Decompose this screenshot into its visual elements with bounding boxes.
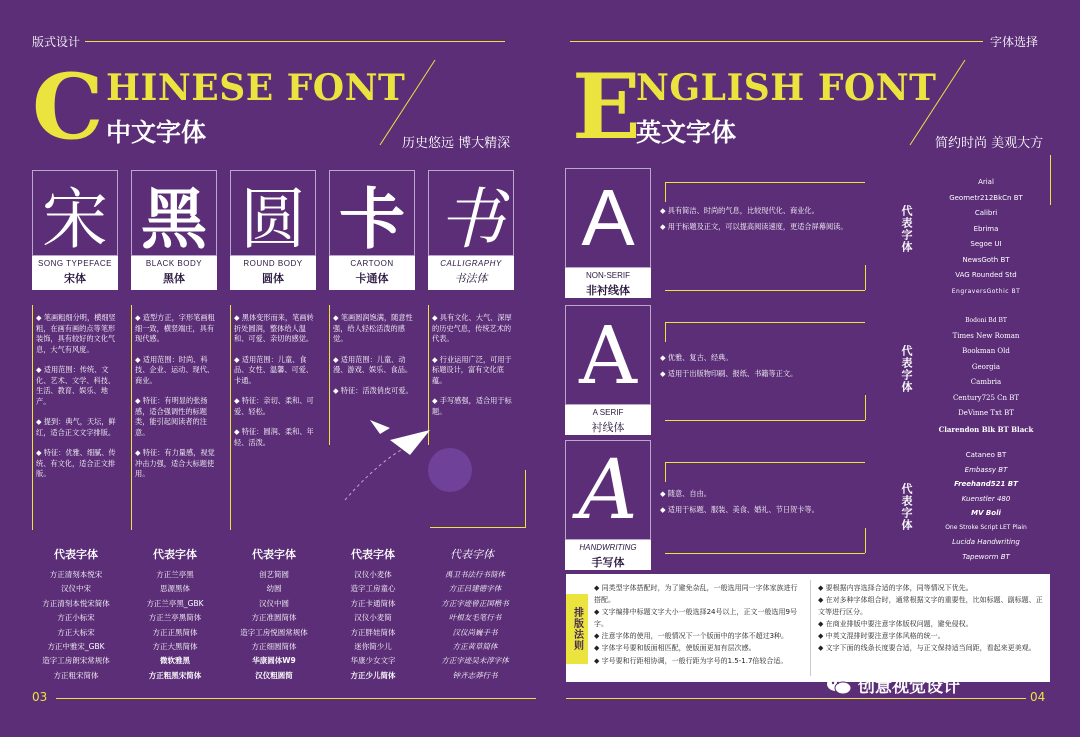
- desc-song-3: ◆ 提到：典气，天坛，鲜红，适合正文文字排版。: [36, 417, 116, 437]
- hw-2: Embassy BT: [964, 465, 1008, 474]
- rep-black-5: 方正正黑简体: [152, 627, 198, 637]
- sf-2: Times New Roman: [952, 331, 1020, 340]
- hand-top-v: [665, 462, 666, 482]
- rep-song-1: 方正清刻本悦宋: [49, 570, 103, 579]
- rep-round-6: 方正细圆简体: [251, 642, 297, 652]
- rep-calli-8: 钟齐志莽行书: [452, 670, 498, 680]
- desc-song-2: ◆ 适用范围：传统、文化、艺术、文学、科技、生活、教育、娱乐、地产。: [36, 365, 116, 406]
- label-serif-cn: 衬线体: [591, 421, 625, 434]
- label-song: [32, 256, 118, 290]
- label-cartoon-en: CARTOON: [350, 259, 394, 268]
- desc-round-1: ◆ 黑体变形而来，笔画转折处圆润，整体给人温和、可爱、亲切的感觉。: [234, 313, 314, 343]
- left-title-slash: [360, 55, 440, 155]
- rep-cartoon-7: 华康少女文字: [350, 656, 396, 666]
- serif-top-line: [665, 322, 865, 323]
- font-card-round: [230, 170, 316, 290]
- desc-round-2: ◆ 适用范围：儿童、食品、女性、温馨、可爱、卡通。: [234, 354, 314, 385]
- desc-handwriting-1: ◆ 随意、自由。: [660, 489, 711, 498]
- font-card-cartoon: [329, 170, 415, 290]
- desc-border-2: [131, 305, 132, 530]
- rep-head-2: 代表字体: [153, 548, 197, 561]
- nonserif-top-v: [665, 182, 666, 202]
- left-slogan: 历史悠远 博大精深: [402, 136, 511, 151]
- desc-black-3: ◆ 特征：有明显的张扬感，适合强调性的标题类，能引起阅读者的注意。: [135, 396, 208, 437]
- hw-4: Kuenstler 480: [961, 494, 1011, 503]
- rule-l-4: ◆ 字体字号要和版面相匹配，使版面更加有层次感。: [594, 644, 756, 653]
- desc-serif-2: ◆ 适用于出版物印刷、报纸、书籍等正文。: [660, 369, 798, 378]
- label-round-cn: 圆体: [262, 272, 284, 285]
- rules-divider: [810, 580, 811, 676]
- font-card-nonserif: [565, 168, 651, 298]
- rep-black-6: 方正大黑简体: [152, 642, 198, 652]
- rep-song-6: 方正中雅宋_GBK: [47, 642, 105, 652]
- label-handwriting-en: HANDWRITING: [579, 543, 637, 552]
- rep-cartoon-1: 汉仪小麦体: [354, 570, 392, 579]
- page-number-right: 04: [1030, 690, 1046, 704]
- desc-cartoon-1: ◆ 笔画圆润饱满，随意性强，给人轻松活泼的感觉。: [333, 313, 413, 343]
- rep-cartoon-6: 迷你简少儿: [354, 642, 392, 652]
- desc-calligraphy-2: ◆ 行业运用广泛，可用于标题设计，富有文化底蕴。: [432, 354, 512, 385]
- rule-r-5: ◆ 文字下面的线条长度要合适，与正文保持适当间距，看起来更美观。: [818, 644, 1036, 653]
- rep-calli-7: 方正字迹吴未淳字体: [441, 656, 509, 666]
- rep-black-1: 方正兰亭黑: [156, 570, 194, 579]
- desc-round: [234, 313, 320, 523]
- rep-list-round: [228, 568, 320, 683]
- rep-head-4: 代表字体: [351, 548, 395, 561]
- list-handwriting: [925, 448, 1047, 564]
- footer-right-line: [566, 698, 1026, 699]
- label-cartoon-cn: 卡通体: [355, 272, 389, 285]
- label-black-en: BLACK BODY: [145, 259, 203, 268]
- rep-round-1: 创艺简圆: [259, 570, 289, 579]
- font-card-song: [32, 170, 118, 290]
- label-song-en: SONG TYPEFACE: [38, 259, 112, 268]
- rep-song-8: 方正粗宋简体: [53, 670, 99, 680]
- rep-black-8: 方正粗黑宋简体: [148, 670, 202, 680]
- rep-round-2: 幼圆: [266, 584, 282, 594]
- sf-7: DeVinne Txt BT: [958, 409, 1014, 417]
- desc-serif: [660, 352, 870, 380]
- glyph-round: 圆: [230, 170, 316, 256]
- rep-round-4: 方正准圆简体: [251, 613, 297, 623]
- right-edge-accent-1: [1050, 155, 1051, 205]
- desc-serif-1: ◆ 优雅、复古、经典。: [660, 353, 733, 362]
- rep-list-black: [129, 568, 221, 683]
- desc-nonserif-1: ◆ 具有简洁、时尚的气息，比较现代化、商业化。: [660, 206, 819, 215]
- desc-song: [36, 313, 122, 523]
- desc-round-3: ◆ 特征：亲切、柔和、可爱、轻松。: [234, 396, 314, 416]
- ns-3: Calibri: [974, 209, 998, 217]
- desc-border-4: [329, 305, 330, 445]
- rep-round-7: 华康圆体W9: [252, 656, 296, 666]
- rep-round-8: 汉仪粗圆简: [255, 670, 293, 680]
- rep-head-3: 代表字体: [252, 548, 296, 561]
- rep-calli-4: 叶根友毛笔行书: [448, 613, 502, 623]
- desc-border-3: [230, 305, 231, 530]
- rep-round-5: 造字工房悦圆常规体: [240, 627, 308, 637]
- watermark-text: 创意视觉设计: [858, 677, 960, 697]
- rules-label-box: [566, 594, 588, 664]
- paper-plane-icon: [340, 400, 490, 510]
- vert-handwriting: 代表字体: [900, 483, 913, 531]
- rep-cartoon-2: 造字工房童心: [350, 584, 396, 594]
- rep-black-3: 方正兰亭黑_GBK: [146, 598, 204, 608]
- rep-black-4: 方正兰亭黑简体: [148, 613, 202, 623]
- rep-song-4: 方正小标宋: [57, 613, 95, 623]
- desc-black: [135, 313, 221, 523]
- label-song-cn: 宋体: [64, 272, 86, 285]
- rules-left: [594, 582, 804, 667]
- label-black-cn: 黑体: [163, 272, 185, 285]
- rules-box: [566, 574, 1050, 682]
- rep-head-1: 代表字体: [54, 548, 98, 561]
- rules-right: [818, 582, 1044, 655]
- rep-calli-1: 禹卫书法行书简体: [445, 570, 505, 579]
- vert-serif: 代表字体: [900, 345, 913, 393]
- label-nonserif: [565, 268, 651, 298]
- desc-black-2: ◆ 适用范围：时尚、科技、企业、运动、现代、商业。: [135, 354, 215, 385]
- rep-cartoon-3: 方正卡通简体: [350, 598, 396, 608]
- header-left-label: 版式设计: [32, 35, 81, 49]
- desc-calligraphy-3: ◆ 手写感强，适合用于标题。: [432, 396, 512, 416]
- rep-song-3: 方正清刻本悦宋简体: [42, 598, 110, 608]
- label-handwriting: [565, 540, 651, 570]
- label-calligraphy: [428, 256, 514, 290]
- left-subtitle: 中文字体: [106, 118, 207, 147]
- rule-r-2: ◆ 在对多种字体组合时，通常根据文字的重要性，比如标题、副标题、正文等进行区分。: [818, 596, 1043, 617]
- glyph-serif: A: [565, 305, 651, 405]
- rule-l-5: ◆ 字号要和行距相协调，一般行距为字号的1.5-1.7倍较合适。: [594, 656, 788, 665]
- right-big-letter: E: [572, 54, 641, 160]
- header-right-label: 字体选择: [990, 35, 1039, 49]
- left-bottom-accent-v: [525, 470, 526, 528]
- desc-song-1: ◆ 笔画粗细分明，横细竖粗，在画有画的点等笔形装饰，具有较好的文化气息，大气有风度。: [36, 313, 116, 354]
- rep-list-cartoon: [327, 568, 419, 683]
- label-handwriting-cn: 手写体: [591, 556, 625, 569]
- left-title: HINESE FONT: [106, 67, 406, 109]
- font-card-calligraphy: [428, 170, 514, 290]
- hand-top-line: [665, 462, 865, 463]
- sf-3: Bookman Old: [962, 347, 1010, 355]
- rep-song-7: 造字工房朗宋常规体: [42, 656, 110, 666]
- glyph-cartoon: 卡: [329, 170, 415, 256]
- footer-left-line: [56, 698, 536, 699]
- desc-border-1: [32, 305, 33, 530]
- right-slogan: 简约时尚 美观大方: [935, 136, 1044, 151]
- label-nonserif-cn: 非衬线体: [586, 284, 630, 297]
- rep-cartoon-4: 汉仪小麦简: [354, 613, 392, 623]
- header-left-line: [85, 41, 505, 42]
- ns-1: Arial: [978, 178, 994, 186]
- glyph-calligraphy: 书: [428, 170, 514, 256]
- rep-song-5: 方正大标宋: [57, 627, 95, 637]
- serif-bottom-v: [865, 395, 866, 420]
- right-subtitle: 英文字体: [636, 118, 737, 147]
- desc-nonserif: [660, 205, 870, 233]
- desc-black-4: ◆ 特征：有力量感，视觉冲击力强，适合大标题使用。: [135, 448, 215, 478]
- rep-black-7: 微软雅黑: [160, 656, 190, 666]
- ns-8: EngraversGothic BT: [951, 287, 1021, 295]
- hw-1: Cataneo BT: [965, 451, 1007, 459]
- right-title-slash: [890, 55, 970, 155]
- list-serif: [925, 313, 1047, 437]
- sf-4: Georgia: [971, 362, 1001, 371]
- list-nonserif: [925, 175, 1047, 299]
- font-card-black: [131, 170, 217, 290]
- rule-l-3: ◆ 注意字体的使用，一般情况下一个版面中的字体不超过3种。: [594, 632, 789, 641]
- desc-cartoon-3: ◆ 特征：活泼俏皮可爱。: [333, 385, 413, 395]
- rule-r-4: ◆ 中英文混排时要注意字体风格的统一。: [818, 632, 945, 641]
- desc-handwriting-2: ◆ 适用于标题、服装、美食、婚礼、节日贺卡等。: [660, 505, 819, 514]
- hand-bottom-v: [865, 528, 866, 553]
- rep-cartoon-8: 方正少儿简体: [350, 670, 396, 680]
- desc-cartoon-2: ◆ 适用范围：儿童、动漫、游戏、娱乐、食品。: [333, 354, 413, 374]
- desc-round-4: ◆ 特征：圆润、柔和、年轻、活泼。: [234, 427, 314, 447]
- sf-1: Bodoni Bd BT: [965, 317, 1007, 324]
- wechat-icon: [826, 674, 852, 696]
- ns-4: Ebrima: [973, 224, 999, 233]
- page-number-left: 03: [32, 690, 48, 704]
- nonserif-bottom-line: [665, 290, 865, 291]
- hand-bottom-line: [665, 553, 865, 554]
- label-cartoon: [329, 256, 415, 290]
- watermark: [826, 672, 960, 697]
- rule-r-3: ◆ 在商业排版中要注意字体版权问题，避免侵权。: [818, 620, 973, 629]
- rep-list-song: [30, 568, 122, 683]
- right-title: NGLISH FONT: [636, 67, 937, 109]
- sf-5: Cambria: [970, 378, 1002, 386]
- label-round: [230, 256, 316, 290]
- nonserif-bottom-v: [865, 265, 866, 290]
- font-card-serif: [565, 305, 651, 435]
- label-nonserif-en: NON-SERIF: [586, 271, 630, 280]
- left-big-letter: C: [32, 54, 104, 160]
- label-round-en: ROUND BODY: [243, 259, 303, 268]
- serif-top-v: [665, 322, 666, 342]
- font-card-handwriting: [565, 440, 651, 570]
- rep-calli-5: 汉仪尚巍手书: [452, 627, 498, 637]
- desc-handwriting: [660, 488, 870, 516]
- label-calligraphy-cn: 书法体: [454, 272, 488, 285]
- label-serif-en: A SERIF: [592, 408, 624, 417]
- rep-round-3: 汉仪中圆: [259, 598, 289, 608]
- sf-8: Clarendon Blk BT Black: [938, 424, 1034, 434]
- label-black: [131, 256, 217, 290]
- sf-6: Century725 Cn BT: [952, 393, 1020, 402]
- rep-song-2: 汉仪中宋: [61, 584, 91, 594]
- rep-calli-2: 方正吕建德字体: [448, 584, 502, 594]
- rep-list-calligraphy: [426, 568, 524, 683]
- desc-calligraphy-1: ◆ 具有文化、大气、深厚的历史气息，传统艺术的代表。: [432, 313, 512, 343]
- serif-bottom-line: [665, 420, 865, 421]
- hw-6: One Stroke Script LET Plain: [945, 523, 1027, 531]
- hw-7: Lucida Handwriting: [952, 538, 1020, 546]
- desc-nonserif-2: ◆ 用于标题及正文，可以提高阅读速度，更适合屏幕阅读。: [660, 222, 848, 231]
- label-serif: [565, 405, 651, 435]
- ns-5: Segoe UI: [970, 240, 1002, 248]
- rep-calli-3: 方正字迹曾正国楷书: [441, 598, 509, 608]
- nonserif-top-line: [665, 182, 865, 183]
- glyph-black: 黑: [131, 170, 217, 256]
- rule-l-2: ◆ 文字编排中标题文字大小一般选择24号以上，正文一般选用9号字。: [594, 608, 797, 629]
- ns-6: NewsGoth BT: [962, 255, 1010, 264]
- desc-black-1: ◆ 造型方正，字形笔画粗细一致，横竖端庄，具有现代感。: [135, 313, 215, 343]
- hw-8: Tapeworm BT: [962, 552, 1010, 561]
- rule-r-1: ◆ 要根据内容选择合适的字体，同等情况下优先。: [818, 584, 973, 592]
- glyph-song: 宋: [32, 170, 118, 256]
- label-calligraphy-en: CALLIGRAPHY: [440, 259, 502, 268]
- glyph-nonserif: A: [565, 168, 651, 268]
- header-right-line: [570, 41, 983, 42]
- ns-2: Geometr212BkCn BT: [949, 193, 1023, 202]
- desc-song-4: ◆ 特征：优雅、细腻、传统、有文化，适合正文排版。: [36, 448, 116, 478]
- hw-5: MV Boli: [971, 509, 1001, 517]
- rep-head-5: 代表字体: [450, 548, 494, 561]
- vert-nonserif: 代表字体: [900, 205, 913, 253]
- rules-label: 排版法则: [571, 607, 583, 651]
- rep-black-2: 思源黑体: [160, 584, 190, 594]
- rep-cartoon-5: 方正胖娃简体: [350, 627, 396, 637]
- left-bottom-accent: [430, 527, 526, 528]
- rule-l-1: ◆ 同类型字体搭配时，为了避免杂乱，一般选用同一字体家族进行搭配。: [594, 584, 798, 605]
- ns-7: VAG Rounded Std: [955, 271, 1017, 279]
- rep-calli-6: 方正黄草简体: [452, 642, 498, 652]
- glyph-handwriting: A: [565, 440, 651, 540]
- hw-3: Freehand521 BT: [954, 480, 1018, 488]
